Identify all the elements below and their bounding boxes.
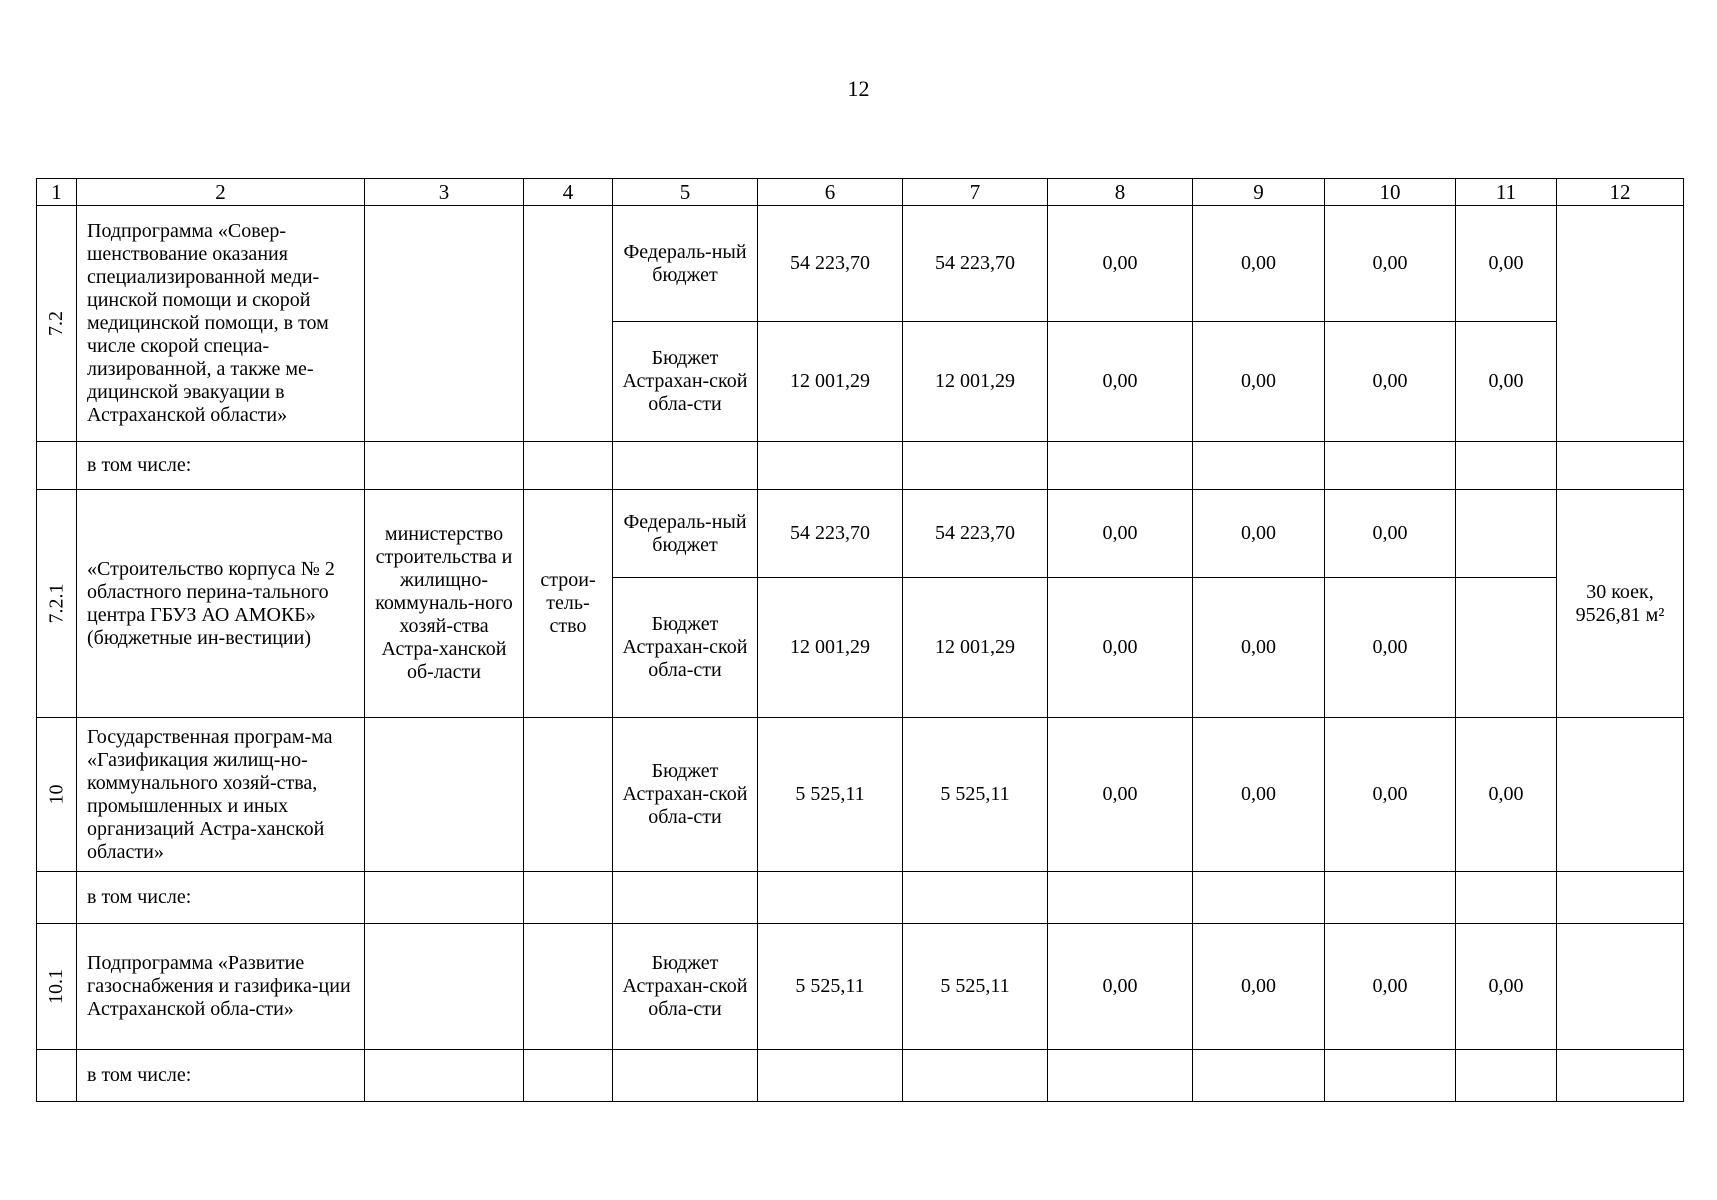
value-cell: 0,00 <box>1048 206 1193 322</box>
header-cell: 4 <box>524 179 613 206</box>
header-cell: 3 <box>365 179 524 206</box>
value-cell: 0,00 <box>1193 718 1325 872</box>
budget-table <box>36 178 1684 1102</box>
value-cell <box>1456 578 1557 718</box>
item-name: Подпрограмма «Совер-шенствование оказания специализированной меди-цинской помощи и скорой медицинской помощи, в том числе скорой специа-лизированной, а также ме-дицинской эвакуации в Астраханской области» <box>77 206 365 442</box>
table-row <box>37 490 1684 578</box>
result-cell <box>1557 206 1684 442</box>
header-cell: 7 <box>903 179 1048 206</box>
type-cell <box>524 924 613 1050</box>
value-cell: 0,00 <box>1325 490 1456 578</box>
table-row <box>37 206 1684 322</box>
funding-source: Бюджет Астрахан-ской обла-сти <box>613 322 758 442</box>
value-cell: 0,00 <box>1193 206 1325 322</box>
row-number <box>37 442 77 490</box>
value-cell: 12 001,29 <box>758 322 903 442</box>
result-cell <box>1557 718 1684 872</box>
page-number: 12 <box>847 76 870 101</box>
value-cell: 12 001,29 <box>758 578 903 718</box>
funding-source: Федераль-ный бюджет <box>613 206 758 322</box>
header-cell: 12 <box>1557 179 1684 206</box>
value-cell: 0,00 <box>1048 718 1193 872</box>
funding-source: Бюджет Астрахан-ской обла-сти <box>613 924 758 1050</box>
header-cell: 9 <box>1193 179 1325 206</box>
executor-cell <box>365 718 524 872</box>
value-cell <box>1456 490 1557 578</box>
header-cell: 8 <box>1048 179 1193 206</box>
value-cell: 12 001,29 <box>903 322 1048 442</box>
row-number: 10 <box>37 718 77 872</box>
value-cell: 0,00 <box>1325 578 1456 718</box>
including-label: в том числе: <box>77 872 365 924</box>
including-label: в том числе: <box>77 442 365 490</box>
row-number <box>37 1050 77 1102</box>
item-name: «Строительство корпуса № 2 областного перина-тального центра ГБУЗ АО АМОКБ» (бюджетные ин-вестиции) <box>77 490 365 718</box>
result-cell: 30 коек, 9526,81 м² <box>1557 490 1684 718</box>
value-cell: 0,00 <box>1456 718 1557 872</box>
type-cell <box>524 718 613 872</box>
table-row <box>37 924 1684 1050</box>
value-cell: 0,00 <box>1193 924 1325 1050</box>
item-name: Подпрограмма «Развитие газоснабжения и газифика-ции Астраханской обла-сти» <box>77 924 365 1050</box>
value-cell: 0,00 <box>1325 924 1456 1050</box>
table-row <box>37 442 1684 490</box>
value-cell: 0,00 <box>1456 924 1557 1050</box>
value-cell: 5 525,11 <box>903 718 1048 872</box>
including-label: в том числе: <box>77 1050 365 1102</box>
value-cell: 54 223,70 <box>903 490 1048 578</box>
row-number: 7.2.1 <box>37 490 77 718</box>
value-cell: 5 525,11 <box>758 924 903 1050</box>
header-cell: 6 <box>758 179 903 206</box>
value-cell: 0,00 <box>1048 924 1193 1050</box>
funding-source: Федераль-ный бюджет <box>613 490 758 578</box>
header-cell: 2 <box>77 179 365 206</box>
row-number: 10.1 <box>37 924 77 1050</box>
header-cell: 1 <box>37 179 77 206</box>
executor-cell <box>365 206 524 442</box>
value-cell: 5 525,11 <box>758 718 903 872</box>
value-cell: 0,00 <box>1048 490 1193 578</box>
header-cell: 11 <box>1456 179 1557 206</box>
value-cell: 0,00 <box>1325 718 1456 872</box>
table-row <box>37 718 1684 872</box>
type-cell: строи-тель-ство <box>524 490 613 718</box>
value-cell: 0,00 <box>1325 322 1456 442</box>
value-cell: 54 223,70 <box>758 490 903 578</box>
header-cell: 10 <box>1325 179 1456 206</box>
value-cell: 0,00 <box>1193 322 1325 442</box>
result-cell <box>1557 924 1684 1050</box>
value-cell: 5 525,11 <box>903 924 1048 1050</box>
value-cell: 54 223,70 <box>903 206 1048 322</box>
item-name: Государственная програм-ма «Газификация жилищ-но-коммунального хозяй-ства, промышленных и иных организаций Астра-ханской области» <box>77 718 365 872</box>
value-cell: 0,00 <box>1456 322 1557 442</box>
value-cell: 54 223,70 <box>758 206 903 322</box>
funding-source: Бюджет Астрахан-ской обла-сти <box>613 718 758 872</box>
executor-cell: министерство строительства и жилищно-коммуналь-ного хозяй-ства Астра-ханской об-ласти <box>365 490 524 718</box>
value-cell: 0,00 <box>1048 322 1193 442</box>
header-cell: 5 <box>613 179 758 206</box>
value-cell: 12 001,29 <box>903 578 1048 718</box>
row-number: 7.2 <box>37 206 77 442</box>
value-cell: 0,00 <box>1325 206 1456 322</box>
row-number <box>37 872 77 924</box>
value-cell: 0,00 <box>1193 490 1325 578</box>
table-row <box>37 1050 1684 1102</box>
funding-source: Бюджет Астрахан-ской обла-сти <box>613 578 758 718</box>
value-cell: 0,00 <box>1048 578 1193 718</box>
table-header-row <box>37 179 1684 206</box>
value-cell: 0,00 <box>1456 206 1557 322</box>
table-row <box>37 872 1684 924</box>
value-cell: 0,00 <box>1193 578 1325 718</box>
executor-cell <box>365 924 524 1050</box>
type-cell <box>524 206 613 442</box>
